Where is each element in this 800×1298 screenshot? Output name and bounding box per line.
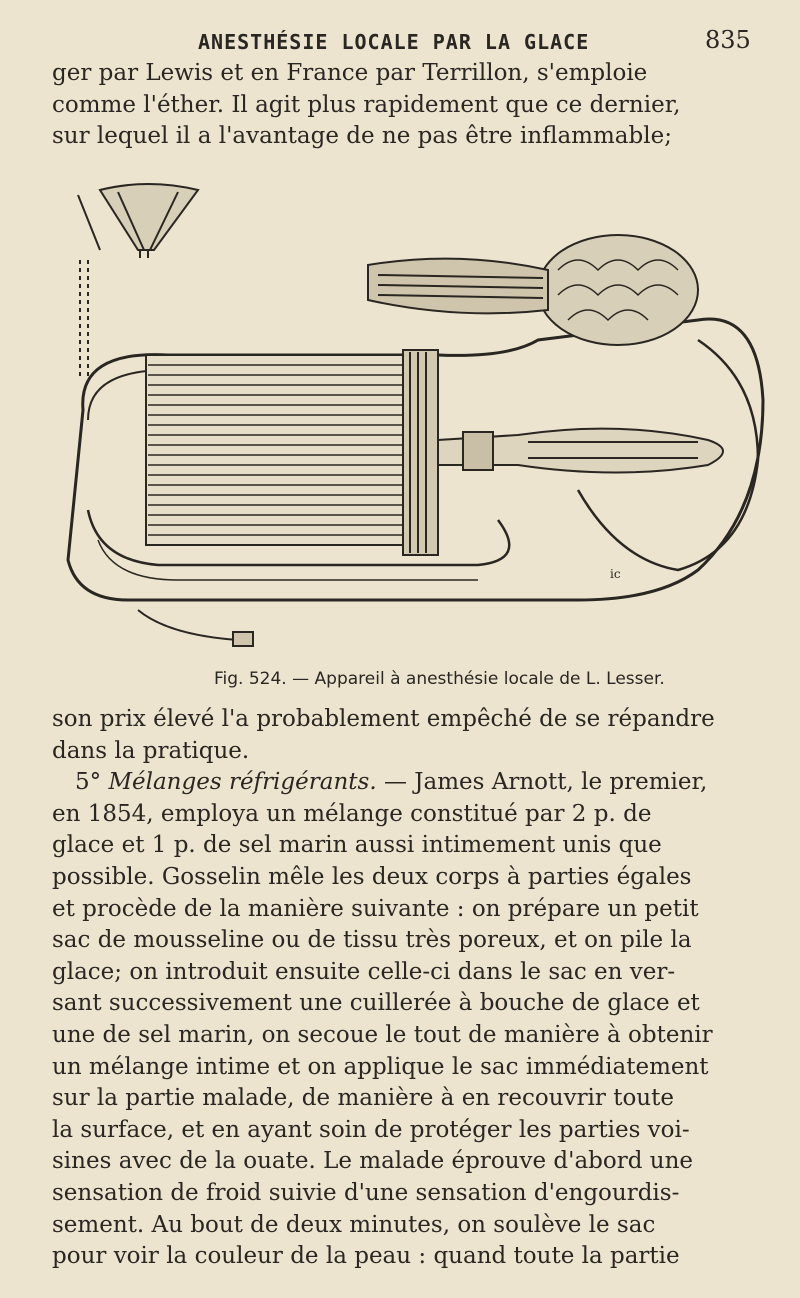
text-line: sur la partie malade, de manière à en recouvrir toute — [52, 1085, 674, 1112]
main-body-text — [52, 704, 782, 1273]
text-line: comme l'éther. Il agit plus rapidement que ce dernier, — [52, 91, 681, 118]
drawing-label: ic — [610, 567, 621, 581]
running-title: ANESTHÉSIE LOCALE PAR LA GLACE — [198, 30, 590, 54]
text-line: sensation de froid suivie d'une sensation d'engourdis- — [52, 1179, 680, 1206]
text-line: son prix élevé l'a probablement empêché de se répandre — [52, 706, 715, 732]
spray-handle-drawing — [438, 429, 723, 473]
text-line: possible. Gosselin mêle les deux corps à parties égales — [52, 863, 692, 890]
page-header — [0, 26, 800, 60]
text-line: un mélange intime et on applique le sac immédiatement — [52, 1053, 709, 1080]
rubber-bulb-drawing — [368, 235, 698, 345]
text-line: et procède de la manière suivante : on prépare un petit — [52, 895, 699, 922]
text-line: une de sel marin, on secoue le tout de manière à obtenir — [52, 1021, 713, 1048]
text-line: sant successivement une cuillerée à bouche de glace et — [52, 990, 700, 1017]
text-line: la surface, et en ayant soin de protéger les parties voi- — [52, 1116, 690, 1143]
text-line: en 1854, employa un mélange constitué par 2 p. de — [52, 800, 652, 827]
top-paragraph — [52, 58, 782, 153]
figure-caption: Fig. 524. — Appareil à anesthésie locale de L. Lesser. — [214, 669, 665, 689]
cooling-block-drawing — [146, 350, 438, 555]
section-number: 5° — [75, 769, 102, 796]
text-line: ger par Lewis et en France par Terrillon, s'emploie — [52, 60, 648, 86]
section-line-rest: — James Arnott, le premier, — [376, 769, 708, 796]
text-line: sement. Au bout de deux minutes, on soulève le sac — [52, 1211, 656, 1238]
figure-524-illustration — [58, 180, 778, 660]
page-number: 835 — [705, 26, 751, 54]
funnel-drawing — [78, 184, 198, 258]
text-line: sur lequel il a l'avantage de ne pas être inflammable; — [52, 123, 672, 150]
text-line: pour voir la couleur de la peau : quand toute la partie — [52, 1243, 680, 1270]
text-line: dans la pratique. — [52, 737, 250, 764]
anesthesia-apparatus-drawing — [58, 180, 778, 660]
text-line: sines avec de la ouate. Le malade éprouve d'abord une — [52, 1148, 694, 1175]
text-line: glace et 1 p. de sel marin aussi intimement unis que — [52, 832, 662, 859]
text-line: sac de mousseline ou de tissu très poreux, et on pile la — [52, 927, 692, 954]
text-line: glace; on introduit ensuite celle-ci dans le sac en ver- — [52, 958, 676, 985]
section-heading-line — [52, 767, 782, 799]
section-title: Mélanges réfrigérants. — [108, 769, 377, 796]
